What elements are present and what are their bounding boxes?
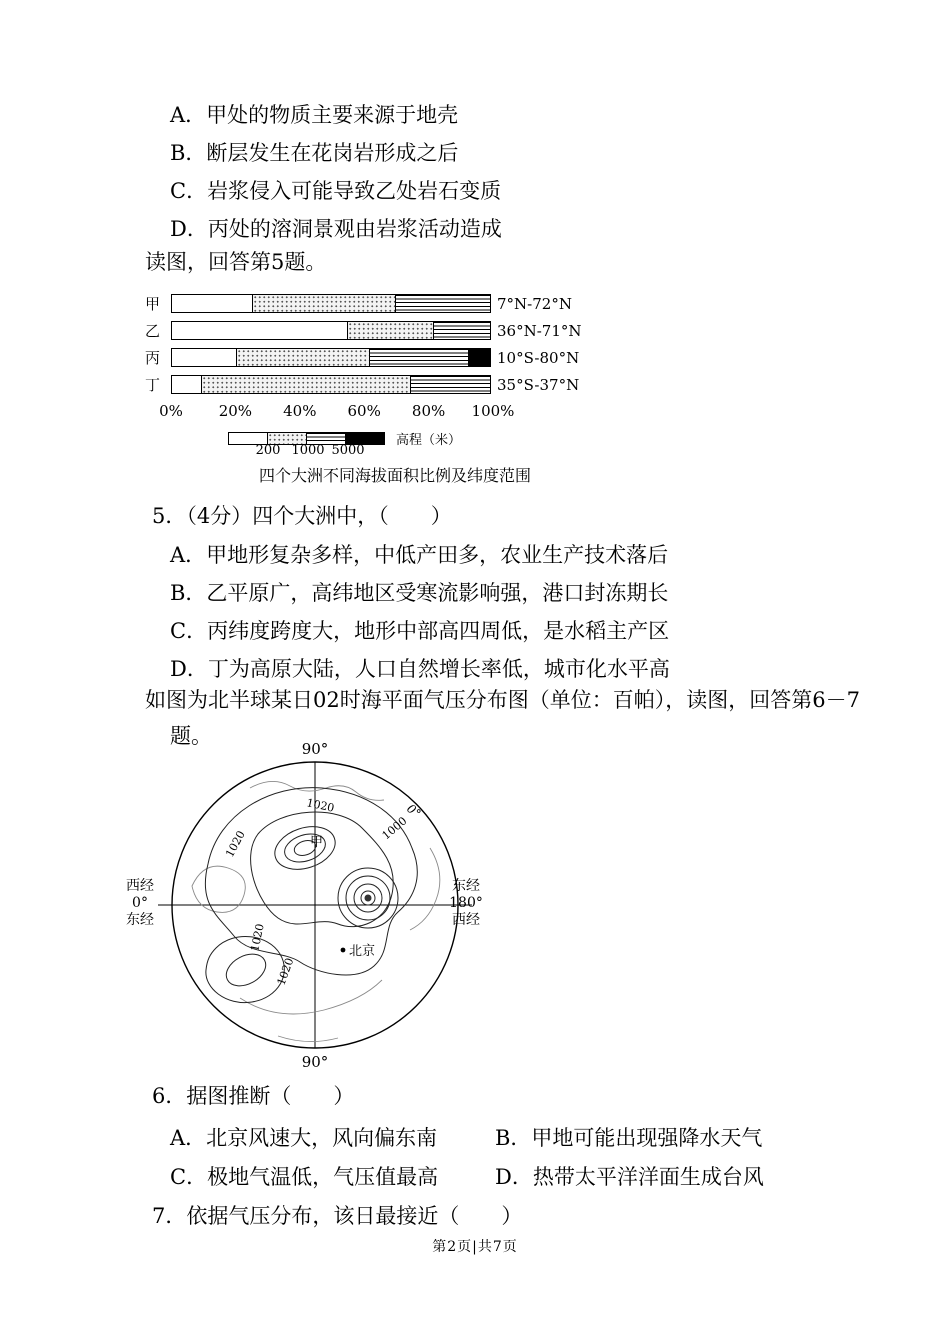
- map-left-label-1: 西经: [126, 878, 154, 894]
- q4-option-d: D．丙处的溶洞景观由岩浆活动造成: [170, 217, 502, 241]
- question7-stem: 7．依据气压分布，该日最接近（ ）: [152, 1204, 523, 1228]
- q5-option-d: D．丁为高原大陆，人口自然增长率低，城市化水平高: [170, 657, 670, 681]
- q67-intro-line2: 题。: [170, 724, 212, 748]
- bar-segment: [395, 295, 490, 312]
- isobar-label-5: 1020: [274, 956, 297, 988]
- map-right-label-2: 180°: [449, 895, 483, 911]
- x-axis-tick: 0%: [159, 402, 183, 420]
- chart-row: [145, 348, 705, 367]
- bar-segment: [410, 376, 490, 393]
- question4-options: [170, 96, 502, 248]
- bar-segment: [369, 349, 468, 366]
- latitude-range-label: 7°N-72°N: [497, 294, 572, 313]
- question5-options: [170, 536, 670, 688]
- map-left-label-3: 东经: [126, 912, 154, 928]
- legend-boundary-numbers: [228, 443, 705, 461]
- beijing-dot: [341, 948, 346, 953]
- point-label-beijing: 北京: [349, 944, 376, 959]
- bar-segment: [347, 322, 433, 339]
- bar-segment: [172, 322, 347, 339]
- pressure-center-mark: [365, 895, 372, 902]
- q6-option-b: B．甲地可能出现强降水天气: [495, 1126, 763, 1150]
- question5-stem: 5．（4分）四个大洲中，（ ）: [152, 504, 452, 528]
- bar-segment: [201, 376, 411, 393]
- legend-boundary-value: 5000: [331, 443, 365, 458]
- elevation-chart: [145, 294, 705, 486]
- q5-option-c: C．丙纬度跨度大，地形中部高四周低，是水稻主产区: [170, 619, 670, 643]
- q67-intro-line1: 如图为北半球某日02时海平面气压分布图（单位：百帕），读图，回答第6－7: [145, 688, 860, 712]
- legend-boundary-value: 1000: [291, 443, 325, 458]
- x-axis-tick: 80%: [411, 402, 446, 420]
- chart-row: [145, 375, 705, 394]
- map-right-label-1: 东经: [452, 878, 480, 894]
- pressure-map-figure: [100, 740, 540, 1072]
- map-label-bottom: 90°: [301, 1053, 329, 1071]
- continent-label: 丁: [145, 376, 161, 394]
- elevation-bar: [171, 375, 491, 394]
- q5-option-a: A．甲地形复杂多样，中低产田多，农业生产技术落后: [170, 543, 669, 567]
- map-label-top: 90°: [301, 740, 329, 758]
- bar-segment: [468, 349, 490, 366]
- x-axis-tick: 20%: [218, 402, 253, 420]
- bar-segment: [172, 295, 252, 312]
- x-axis-tick: 40%: [283, 402, 317, 420]
- isobar-label-1: 1020: [223, 828, 248, 860]
- isobar-label-4: 1020: [248, 922, 267, 953]
- elevation-bar: [171, 348, 491, 367]
- latitude-range-label: 35°S-37°N: [497, 375, 580, 394]
- continent-label: 甲: [145, 295, 161, 313]
- q6-option-c: C．极地气温低，气压值最高: [170, 1165, 439, 1189]
- continent-label: 丙: [145, 349, 161, 367]
- map-right-label-3: 西经: [452, 912, 480, 928]
- continent-label: 乙: [145, 322, 161, 340]
- isobars: [205, 788, 417, 1003]
- x-axis-tick: 100%: [471, 402, 515, 420]
- latitude-range-label: 36°N-71°N: [497, 321, 582, 340]
- legend-unit-label: 高程（米）: [396, 433, 462, 448]
- map-left-label-2: 0°: [132, 895, 148, 911]
- question6-stem: 6．据图推断（ ）: [152, 1084, 355, 1108]
- elevation-bar: [171, 321, 491, 340]
- latitude-range-label: 10°S-80°N: [497, 348, 580, 367]
- bar-segment: [172, 349, 236, 366]
- elevation-chart-rows: [145, 294, 705, 394]
- chart-caption: 四个大洲不同海拔面积比例及纬度范围: [258, 466, 531, 485]
- q4-option-b: B．断层发生在花岗岩形成之后: [170, 141, 459, 165]
- x-axis-tick: 60%: [347, 402, 381, 420]
- bar-segment: [252, 295, 395, 312]
- chart-legend: [228, 428, 705, 448]
- bar-segment: [433, 322, 490, 339]
- q4-option-a: A．甲处的物质主要来源于地壳: [170, 103, 459, 127]
- q5-option-b: B．乙平原广，高纬地区受寒流影响强，港口封冻期长: [170, 581, 669, 605]
- chart-x-axis: [159, 402, 515, 424]
- q6-option-a: A．北京风速大，风向偏东南: [170, 1126, 438, 1150]
- read-figure-note-q5: 读图，回答第5题。: [145, 250, 327, 274]
- bar-segment: [236, 349, 370, 366]
- legend-boundary-value: 200: [255, 443, 281, 458]
- q4-option-c: C．岩浆侵入可能导致乙处岩石变质: [170, 179, 502, 203]
- chart-row: [145, 294, 705, 313]
- elevation-bar: [171, 294, 491, 313]
- point-label-jia: 甲: [310, 835, 324, 850]
- bar-segment: [172, 376, 201, 393]
- q6-option-d: D．热带太平洋洋面生成台风: [495, 1165, 764, 1189]
- chart-row: [145, 321, 705, 340]
- page-footer: 第2页|共7页: [432, 1239, 518, 1255]
- isobar-label-3: 1000: [379, 814, 410, 843]
- meridian-0-label: 0°: [404, 801, 424, 821]
- isobar-label-2: 1020: [305, 796, 336, 815]
